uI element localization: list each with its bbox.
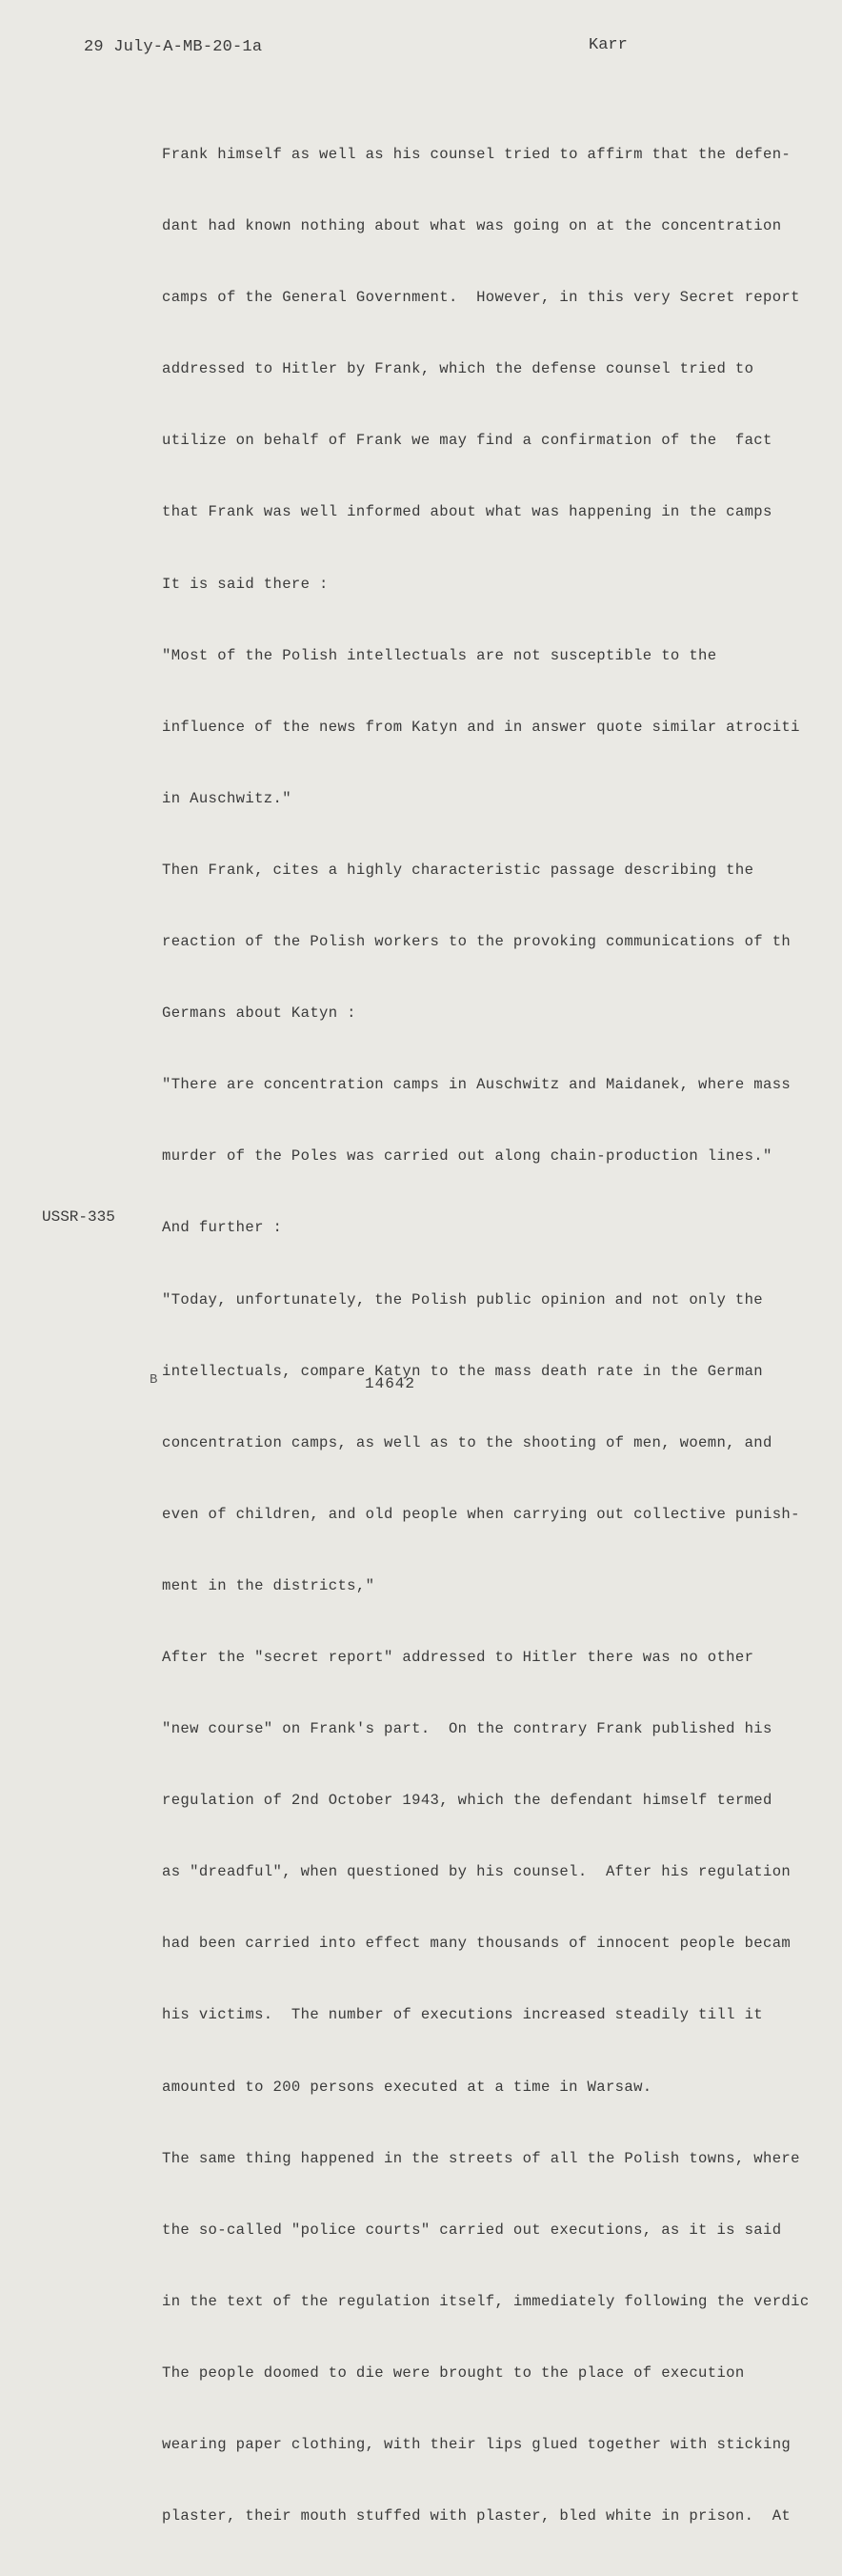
text-line: utilize on behalf of Frank we may find a confirmation of the fact bbox=[162, 432, 772, 450]
text-line: that Frank was well informed about what was happening in the camps bbox=[162, 503, 772, 521]
text-line: "Most of the Polish intellectuals are not susceptible to the bbox=[162, 646, 717, 664]
text-line: regulation of 2nd October 1943, which the defendant himself termed bbox=[162, 1792, 772, 1810]
text-line: murder of the Poles was carried out along chain-production lines." bbox=[162, 1147, 772, 1166]
exhibit-reference: USSR-335 bbox=[42, 1208, 115, 1226]
text-line: Then Frank, cites a highly characteristic passage describing the bbox=[162, 861, 754, 879]
text-line: It is said there : bbox=[162, 575, 329, 593]
text-line: influence of the news from Katyn and in answer quote similar atrociti bbox=[162, 718, 800, 736]
text-line: After the "secret report" addressed to Hitler there was no other bbox=[162, 1648, 754, 1666]
text-line: The same thing happened in the streets of all the Polish towns, where bbox=[162, 2149, 800, 2167]
text-line: wearing paper clothing, with their lips glued together with sticking bbox=[162, 2436, 792, 2453]
text-line: had been carried into effect many thousands of innocent people becam bbox=[162, 1935, 792, 1953]
text-line: camps of the General Government. However, in this very Secret report bbox=[162, 289, 800, 307]
text-line: addressed to Hitler by Frank, which the defense counsel tried to bbox=[162, 360, 754, 378]
body-text bbox=[162, 109, 810, 2576]
text-line: plaster, their mouth stuffed with plaster, bled white in prison. At bbox=[162, 2507, 792, 2525]
text-line: his victims. The number of executions increased steadily till it bbox=[162, 2006, 764, 2024]
footer-mark: B bbox=[150, 1372, 158, 1388]
text-line: concentration camps, as well as to the shooting of men, woemn, and bbox=[162, 1433, 772, 1451]
text-line: as "dreadful", when questioned by his counsel. After his regulation bbox=[162, 1863, 792, 1881]
text-line: amounted to 200 persons executed at a time in Warsaw. bbox=[162, 2078, 652, 2096]
text-line: even of children, and old people when carrying out collective punish- bbox=[162, 1505, 800, 1523]
text-line: dant had known nothing about what was going on at the concentration bbox=[162, 217, 782, 235]
text-line: Germans about Katyn : bbox=[162, 1004, 356, 1023]
text-line: ment in the districts," bbox=[162, 1576, 375, 1594]
text-line: intellectuals, compare Katyn to the mass death rate in the German bbox=[162, 1362, 764, 1380]
text-line: in the text of the regulation itself, immediately following the verdic bbox=[162, 2292, 810, 2310]
text-line: And further : bbox=[162, 1219, 283, 1237]
text-line: "Today, unfortunately, the Polish public opinion and not only the bbox=[162, 1290, 764, 1308]
reporter-name: Karr bbox=[589, 36, 628, 54]
text-line: "There are concentration camps in Auschwitz and Maidanek, where mass bbox=[162, 1076, 792, 1094]
document-reference: 29 July-A-MB-20-1a bbox=[84, 38, 263, 56]
page-number: 14642 bbox=[365, 1375, 416, 1392]
text-line: reaction of the Polish workers to the provoking communications of th bbox=[162, 933, 792, 951]
text-line: in Auschwitz." bbox=[162, 789, 291, 807]
text-line: "new course" on Frank's part. On the contrary Frank published his bbox=[162, 1720, 772, 1738]
text-line: Frank himself as well as his counsel tried to affirm that the defen- bbox=[162, 146, 792, 163]
text-line: The people doomed to die were brought to the place of execution bbox=[162, 2363, 745, 2382]
text-line: the so-called "police courts" carried out executions, as it is said bbox=[162, 2221, 782, 2239]
